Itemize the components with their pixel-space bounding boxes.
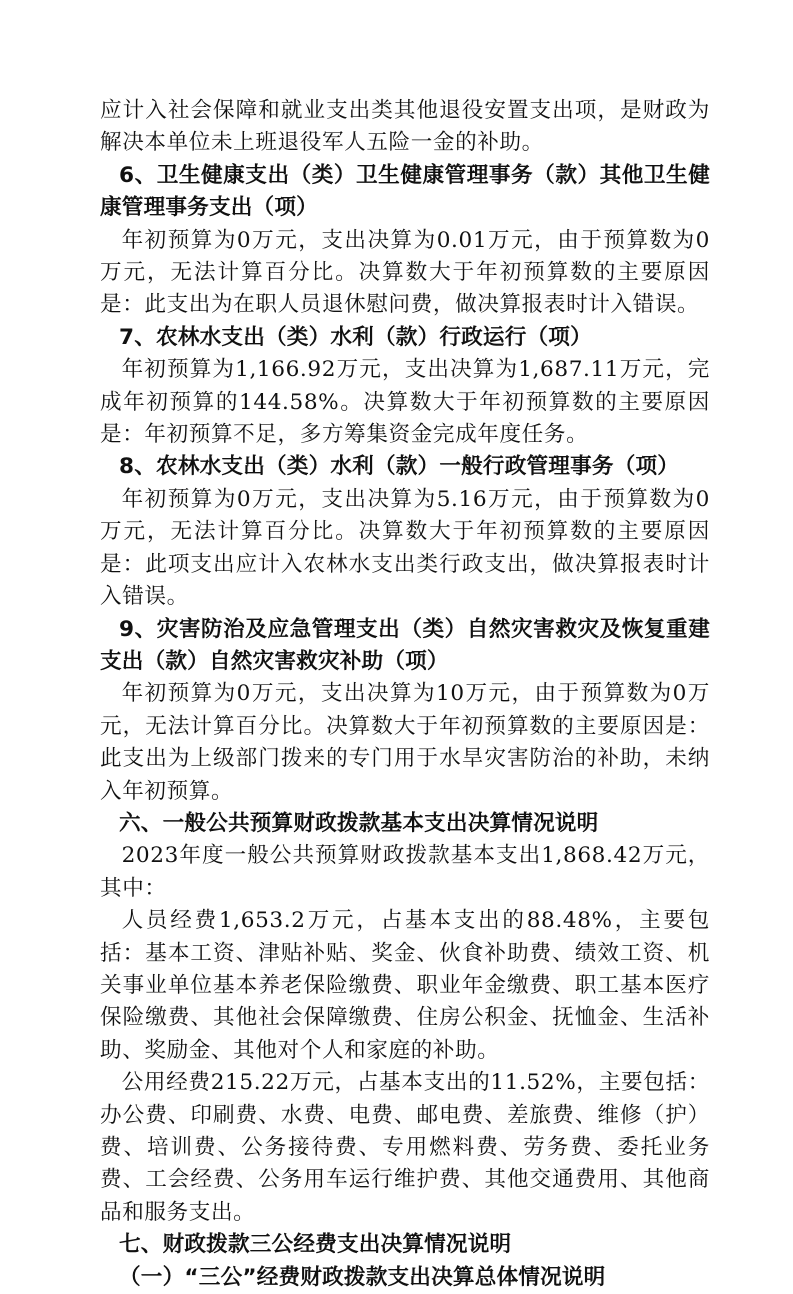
- document-page: [100, 95, 710, 1294]
- heading-water-admin-operation: 7、农林水支出（类）水利（款）行政运行（项）: [119, 324, 592, 350]
- paragraph-health-expenditure: 年初预算为0万元，支出决算为0.01万元，由于预算数为0万元，无法计算百分比。决算数大于年初预算数的主要原因是：此支出为在职人员退休慰问费，做决算报表时计入错误。: [100, 227, 710, 318]
- paragraph-veteran-subsidy: 应计入社会保障和就业支出类其他退役安置支出项，是财政为解决本单位未上班退役军人五险一金的补助。: [100, 98, 710, 156]
- subheading-three-public-overall: （一）“三公”经费财政拨款支出决算总体情况说明: [119, 1264, 606, 1290]
- paragraph-personnel-expenses: 人员经费1,653.2万元，占基本支出的88.48%，主要包括：基本工资、津贴补贴、奖金、伙食补助费、绩效工资、机关事业单位基本养老保险缴费、职业年金缴费、职工基本医疗保险缴费、其他社会保障缴费、住房公积金、抚恤金、生活补助、奖励金、其他对个人和家庭的补助。: [100, 908, 710, 1063]
- paragraph-disaster-relief: 年初预算为0万元，支出决算为10万元，由于预算数为0万元，无法计算百分比。决算数大于年初预算数的主要原因是：此支出为上级部门拨来的专门用于水旱灾害防治的补助，未纳入年初预算。: [100, 681, 710, 804]
- paragraph-public-expenses: 公用经费215.22万元，占基本支出的11.52%，主要包括：办公费、印刷费、水费、电费、邮电费、差旅费、维修（护）费、培训费、公务接待费、专用燃料费、劳务费、委托业务费、工会经费、公务用车运行维护费、其他交通费用、其他商品和服务支出。: [100, 1070, 710, 1225]
- heading-basic-expenditure: 六、一般公共预算财政拨款基本支出决算情况说明: [119, 810, 599, 836]
- heading-health-expenditure: 6、卫生健康支出（类）卫生健康管理事务（款）其他卫生健康管理事务支出（项）: [100, 162, 710, 221]
- heading-water-general-admin: 8、农林水支出（类）水利（款）一般行政管理事务（项）: [119, 454, 680, 480]
- paragraph-water-general-admin: 年初预算为0万元，支出决算为5.16万元，由于预算数为0万元，无法计算百分比。决算数大于年初预算数的主要原因是：此项支出应计入农林水支出类行政支出，做决算报表时计入错误。: [100, 486, 710, 610]
- paragraph-basic-expenditure-total: 2023年度一般公共预算财政拨款基本支出1,868.42万元，其中：: [100, 843, 710, 901]
- heading-disaster-relief: 9、灾害防治及应急管理支出（类）自然灾害救灾及恢复重建支出（款）自然灾害救灾补助（项）: [100, 616, 710, 674]
- heading-three-public-expenses: 七、财政拨款三公经费支出决算情况说明: [119, 1232, 512, 1258]
- paragraph-water-admin-operation: 年初预算为1,166.92万元，支出决算为1,687.11万元，完成年初预算的144.58%。决算数大于年初预算数的主要原因是：年初预算不足，多方筹集资金完成年度任务。: [100, 357, 710, 448]
